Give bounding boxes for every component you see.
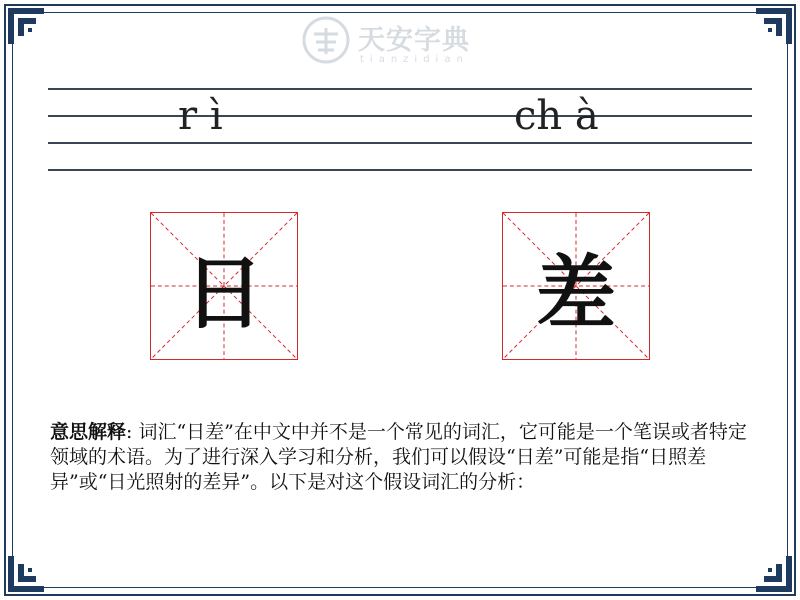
meaning-label: 意思解释 bbox=[50, 421, 127, 443]
corner-ornament-top-right bbox=[754, 6, 794, 46]
pinyin-cha: ch à bbox=[514, 93, 599, 139]
watermark-title: 天安字典 bbox=[358, 25, 470, 56]
meaning-text: 词汇“日差”在中文中并不是一个常见的词汇，它可能是一个笔误或者特定领域的术语。为了进行深入学习和分析，我们可以假设“日差”可能是指“日照差异”或“日光照射的差异”。以下是对这个假设词汇的分析： bbox=[50, 421, 747, 493]
corner-ornament-top-left bbox=[6, 6, 46, 46]
watermark-subtitle: tianzidian bbox=[360, 54, 469, 65]
corner-ornament-bottom-right bbox=[754, 554, 794, 594]
pinyin-ri: r ì bbox=[178, 93, 223, 139]
inner-border bbox=[12, 12, 788, 588]
pinyin-staff-line bbox=[48, 115, 752, 117]
pinyin-staff-line bbox=[48, 142, 752, 144]
character-cha: 差 bbox=[536, 245, 616, 340]
pinyin-staff-line bbox=[48, 88, 752, 90]
character-grid-cha bbox=[502, 212, 650, 360]
meaning-paragraph bbox=[50, 420, 750, 495]
character-ri: 日 bbox=[184, 245, 264, 340]
site-logo-icon bbox=[302, 16, 350, 64]
character-grid-ri bbox=[150, 212, 298, 360]
pinyin-staff-line bbox=[48, 169, 752, 171]
meaning-separator: : bbox=[126, 421, 139, 443]
site-watermark bbox=[302, 14, 502, 70]
corner-ornament-bottom-left bbox=[6, 554, 46, 594]
